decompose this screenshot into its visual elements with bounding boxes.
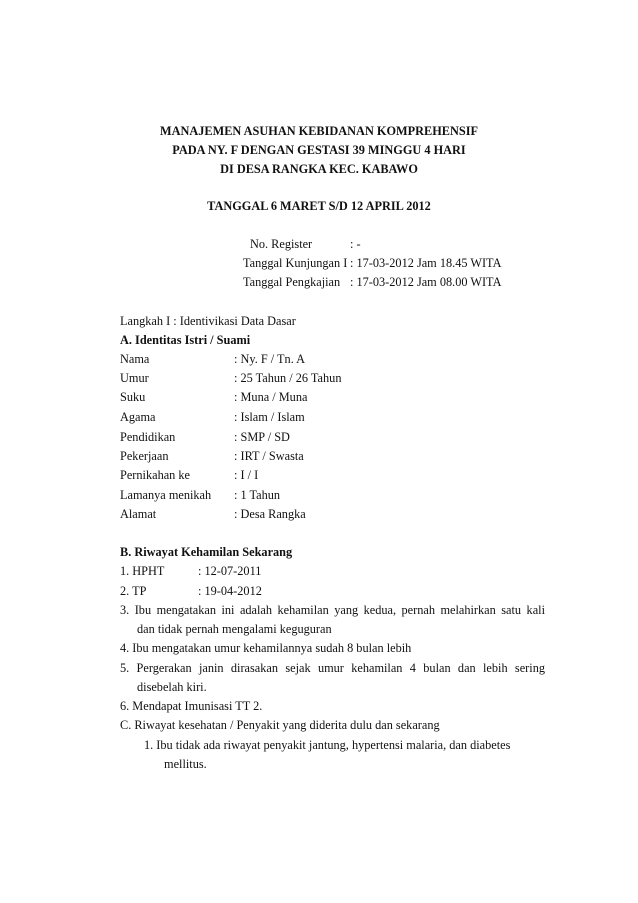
- register-label: No. Register: [250, 237, 313, 251]
- assessment-value: : 17-03-2012 Jam 08.00 WITA: [350, 275, 502, 289]
- document-title-line-3: DI DESA RANGKA KEC. KABAWO: [220, 162, 418, 176]
- identity-label-pernikahan: Pernikahan ke: [120, 468, 190, 482]
- document-title-line-2: PADA NY. F DENGAN GESTASI 39 MINGGU 4 HARI: [172, 143, 466, 157]
- health-item-1-line-2: mellitus.: [164, 757, 207, 771]
- identity-label-umur: Umur: [120, 371, 149, 385]
- history-item-4: 4. Ibu mengatakan umur kehamilannya sudah 8 bulan lebih: [120, 641, 412, 655]
- section-c-heading: C. Riwayat kesehatan / Penyakit yang diderita dulu dan sekarang: [120, 718, 440, 732]
- section-b-heading: B. Riwayat Kehamilan Sekarang: [120, 545, 293, 559]
- identity-value-suku: : Muna / Muna: [234, 390, 308, 404]
- identity-label-suku: Suku: [120, 390, 146, 404]
- identity-value-nama: : Ny. F / Tn. A: [234, 352, 306, 366]
- history-item-3-line-2: dan tidak pernah mengalami keguguran: [137, 622, 332, 636]
- identity-value-agama: : Islam / Islam: [234, 410, 305, 424]
- identity-label-nama: Nama: [120, 352, 150, 366]
- identity-value-alamat: : Desa Rangka: [234, 507, 306, 521]
- hpht-label: 1. HPHT: [120, 564, 165, 578]
- history-item-5-line-2: disebelah kiri.: [137, 680, 207, 694]
- tp-value: : 19-04-2012: [198, 584, 262, 598]
- history-item-6: 6. Mendapat Imunisasi TT 2.: [120, 699, 263, 713]
- identity-value-pendidikan: : SMP / SD: [234, 430, 290, 444]
- document-title-line-1: MANAJEMEN ASUHAN KEBIDANAN KOMPREHENSIF: [159, 124, 479, 138]
- health-item-1-line-1: 1. Ibu tidak ada riwayat penyakit jantung, hypertensi malaria, dan diabetes: [144, 738, 511, 752]
- identity-label-agama: Agama: [120, 410, 156, 424]
- identity-label-lama-menikah: Lamanya menikah: [120, 488, 212, 502]
- visit-label: Tanggal Kunjungan I: [243, 256, 348, 270]
- visit-value: : 17-03-2012 Jam 18.45 WITA: [350, 256, 502, 270]
- identity-value-pernikahan: : I / I: [234, 468, 259, 482]
- identity-value-pekerjaan: : IRT / Swasta: [234, 449, 304, 463]
- document-date-range: TANGGAL 6 MARET S/D 12 APRIL 2012: [207, 199, 431, 213]
- identity-label-alamat: Alamat: [120, 507, 157, 521]
- identity-value-lama-menikah: : 1 Tahun: [234, 488, 281, 502]
- history-item-5-line-1: 5. Pergerakan janin dirasakan sejak umur kehamilan 4 bulan dan lebih sering: [120, 661, 545, 675]
- section-a-heading: A. Identitas Istri / Suami: [120, 333, 251, 347]
- hpht-value: : 12-07-2011: [198, 564, 262, 578]
- history-item-3-line-1: 3. Ibu mengatakan ini adalah kehamilan yang kedua, pernah melahirkan satu kali: [120, 603, 545, 617]
- identity-value-umur: : 25 Tahun / 26 Tahun: [234, 371, 342, 385]
- register-value: : -: [350, 237, 361, 251]
- tp-label: 2. TP: [120, 584, 147, 598]
- identity-label-pendidikan: Pendidikan: [120, 430, 176, 444]
- step-heading: Langkah I : Identivikasi Data Dasar: [120, 314, 296, 328]
- identity-label-pekerjaan: Pekerjaan: [120, 449, 169, 463]
- assessment-label: Tanggal Pengkajian: [243, 275, 341, 289]
